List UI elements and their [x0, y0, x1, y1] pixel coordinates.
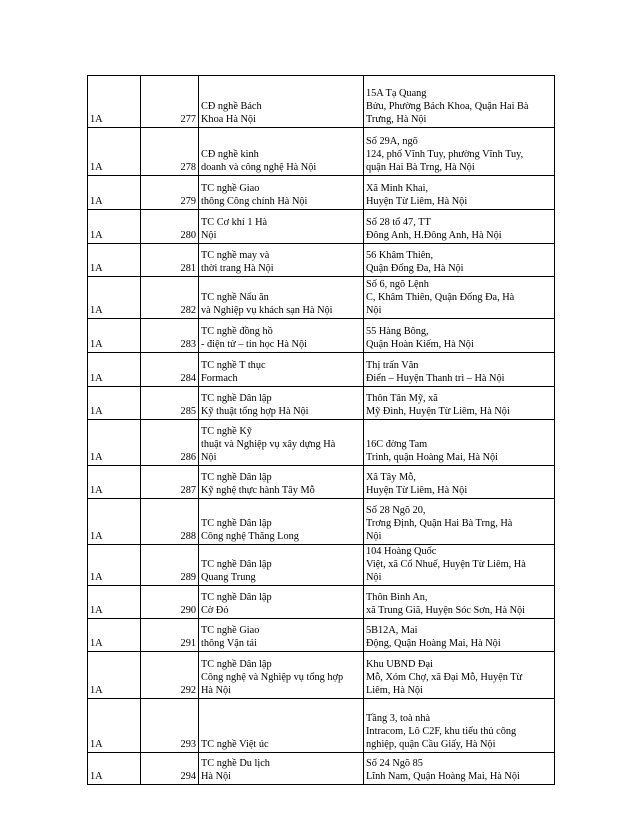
- row-number: 277: [141, 76, 199, 128]
- row-number: 279: [141, 176, 199, 210]
- table-row: [88, 210, 555, 244]
- row-code: 1A: [88, 128, 141, 176]
- table-row: [88, 277, 555, 319]
- school-address: Thị trấn Văn Điển – Huyện Thanh trì – Hà Nội: [364, 353, 555, 387]
- school-address: Thôn Tân Mỹ, xã Mỹ Đình, Huyện Từ Liêm, Hà Nội: [364, 387, 555, 420]
- school-name: CĐ nghề kinh doanh và công nghệ Hà Nội: [199, 128, 364, 176]
- row-code: 1A: [88, 353, 141, 387]
- row-number: 288: [141, 499, 199, 545]
- school-address: Xã Tây Mỗ, Huyện Từ Liêm, Hà Nội: [364, 466, 555, 499]
- school-name: CĐ nghề Bách Khoa Hà Nội: [199, 76, 364, 128]
- school-address: 5B12A, Mai Động, Quận Hoàng Mai, Hà Nội: [364, 619, 555, 652]
- row-code: 1A: [88, 753, 141, 785]
- row-code: 1A: [88, 699, 141, 753]
- school-name: TC nghề Dân lập Kỹ nghệ thực hành Tây Mỗ: [199, 466, 364, 499]
- row-number: 282: [141, 277, 199, 319]
- row-number: 286: [141, 420, 199, 466]
- table-row: [88, 319, 555, 353]
- row-code: 1A: [88, 319, 141, 353]
- school-address: 104 Hoàng Quốc Việt, xã Cổ Nhuế, Huyện Từ Liêm, Hà Nội: [364, 545, 555, 586]
- school-name: TC nghề Du lịch Hà Nội: [199, 753, 364, 785]
- school-name: TC nghề Kỹ thuật và Nghiệp vụ xây dựng Hà Nội: [199, 420, 364, 466]
- row-number: 283: [141, 319, 199, 353]
- row-number: 289: [141, 545, 199, 586]
- school-name: TC nghề Nấu ăn và Nghiệp vụ khách sạn Hà Nội: [199, 277, 364, 319]
- table-row: [88, 128, 555, 176]
- table-row: [88, 466, 555, 499]
- table-row: [88, 387, 555, 420]
- row-number: 294: [141, 753, 199, 785]
- table-row: [88, 76, 555, 128]
- school-address: 15A Tạ Quang Bửu, Phường Bách Khoa, Quận Hai Bà Trưng, Hà Nội: [364, 76, 555, 128]
- row-code: 1A: [88, 545, 141, 586]
- schools-table-body: [88, 76, 555, 785]
- school-address: Tầng 3, toà nhà Intracom, Lô C2F, khu tiểu thủ công nghiệp, quận Cầu Giấy, Hà Nội: [364, 699, 555, 753]
- table-row: [88, 353, 555, 387]
- row-code: 1A: [88, 420, 141, 466]
- row-code: 1A: [88, 277, 141, 319]
- school-address: Số 28 tổ 47, TT Đông Anh, H.Đông Anh, Hà Nội: [364, 210, 555, 244]
- school-name: TC nghề Dân lập Công nghệ Thăng Long: [199, 499, 364, 545]
- row-number: 284: [141, 353, 199, 387]
- school-name: TC nghề Dân lập Quang Trung: [199, 545, 364, 586]
- row-code: 1A: [88, 387, 141, 420]
- row-number: 292: [141, 652, 199, 699]
- row-number: 293: [141, 699, 199, 753]
- row-number: 281: [141, 244, 199, 277]
- row-number: 287: [141, 466, 199, 499]
- school-address: Xã Minh Khai, Huyện Từ Liêm, Hà Nội: [364, 176, 555, 210]
- table-row: [88, 753, 555, 785]
- school-name: TC nghề Việt úc: [199, 699, 364, 753]
- row-code: 1A: [88, 652, 141, 699]
- school-name: TC nghề may và thời trang Hà Nội: [199, 244, 364, 277]
- school-address: 56 Khâm Thiên, Quận Đống Đa, Hà Nội: [364, 244, 555, 277]
- table-row: [88, 652, 555, 699]
- row-code: 1A: [88, 466, 141, 499]
- school-address: Số 24 Ngõ 85 Lĩnh Nam, Quận Hoàng Mai, Hà Nội: [364, 753, 555, 785]
- school-name: TC nghề Dân lập Kỹ thuật tổng hợp Hà Nội: [199, 387, 364, 420]
- school-name: TC nghề T thục Formach: [199, 353, 364, 387]
- row-number: 285: [141, 387, 199, 420]
- table-row: [88, 499, 555, 545]
- school-address: 16C đờng Tam Trinh, quận Hoàng Mai, Hà Nội: [364, 420, 555, 466]
- school-address: Số 29A, ngõ 124, phố Vĩnh Tuy, phường Vĩnh Tuy, quận Hai Bà Trng, Hà Nội: [364, 128, 555, 176]
- row-number: 290: [141, 586, 199, 619]
- school-address: Khu UBND Đại Mỗ, Xóm Chợ, xã Đại Mỗ, Huyện Từ Liêm, Hà Nội: [364, 652, 555, 699]
- row-number: 278: [141, 128, 199, 176]
- row-number: 280: [141, 210, 199, 244]
- table-row: [88, 586, 555, 619]
- row-code: 1A: [88, 76, 141, 128]
- row-code: 1A: [88, 499, 141, 545]
- school-name: TC nghề đồng hồ - điện tử – tin học Hà Nội: [199, 319, 364, 353]
- row-code: 1A: [88, 210, 141, 244]
- table-row: [88, 420, 555, 466]
- schools-table: [87, 75, 555, 785]
- table-row: [88, 545, 555, 586]
- table-row: [88, 176, 555, 210]
- row-number: 291: [141, 619, 199, 652]
- school-address: 55 Hàng Bông, Quận Hoàn Kiếm, Hà Nội: [364, 319, 555, 353]
- table-row: [88, 244, 555, 277]
- row-code: 1A: [88, 619, 141, 652]
- school-name: TC nghề Giao thông Vận tải: [199, 619, 364, 652]
- school-name: TC nghề Giao thông Công chính Hà Nội: [199, 176, 364, 210]
- school-address: Số 28 Ngõ 20, Trơng Định, Quận Hai Bà Trng, Hà Nội: [364, 499, 555, 545]
- school-address: Thôn Bình An, xã Trung Giã, Huyện Sóc Sơn, Hà Nội: [364, 586, 555, 619]
- row-code: 1A: [88, 244, 141, 277]
- table-row: [88, 619, 555, 652]
- table-row: [88, 699, 555, 753]
- school-name: TC nghề Dân lập Công nghệ và Nghiệp vụ tổng hợp Hà Nội: [199, 652, 364, 699]
- row-code: 1A: [88, 586, 141, 619]
- school-name: TC Cơ khí 1 Hà Nội: [199, 210, 364, 244]
- school-address: Số 6, ngõ Lệnh C, Khâm Thiên, Quận Đống Đa, Hà Nội: [364, 277, 555, 319]
- row-code: 1A: [88, 176, 141, 210]
- school-name: TC nghề Dân lập Cờ Đỏ: [199, 586, 364, 619]
